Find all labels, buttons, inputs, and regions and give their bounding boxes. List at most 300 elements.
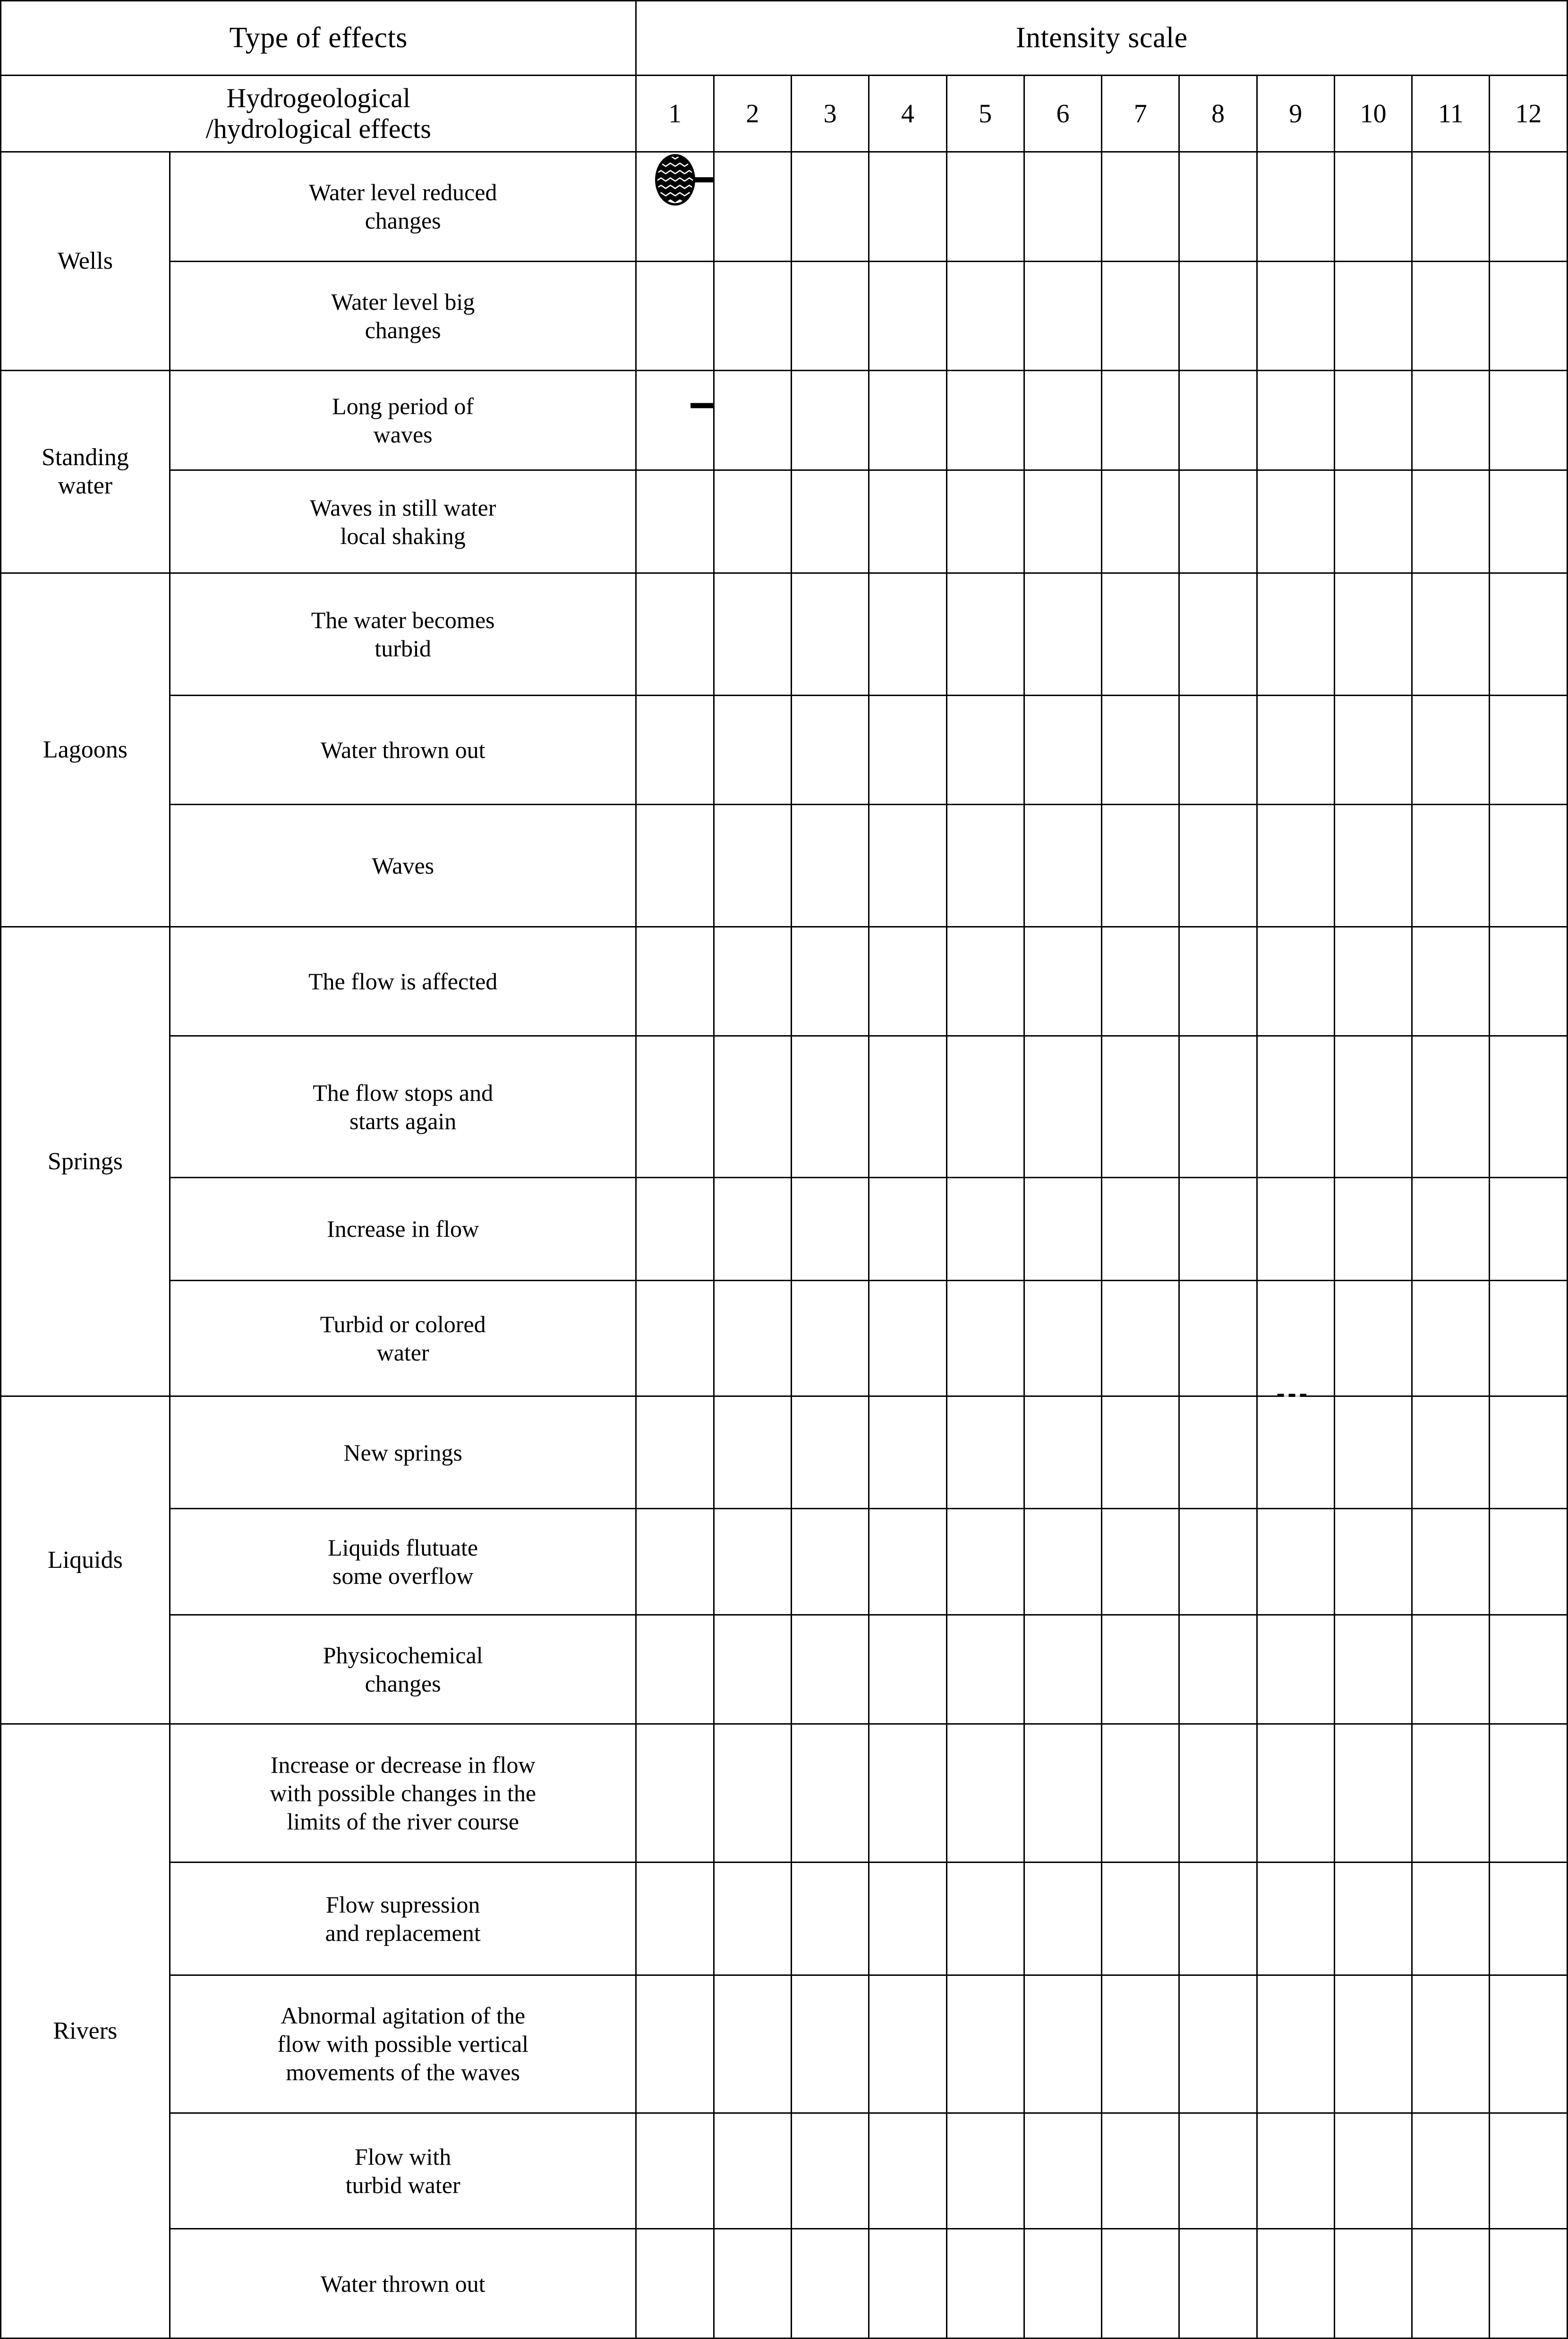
scale-column-7: 7 [1102,76,1179,152]
scale-cell-12 [1490,927,1568,1036]
scale-cell-10 [1334,1975,1412,2113]
effect-label [170,470,636,573]
scale-cell-1 [636,152,714,262]
group-label-springs: Springs [1,927,170,1396]
scale-cell-11 [1412,2113,1490,2229]
table-row [1,2229,1568,2339]
scale-cell-2 [714,1615,791,1724]
scale-cell-12 [1490,695,1568,805]
scale-cell-1 [636,1036,714,1178]
scale-cell-6 [1024,1615,1101,1724]
scale-cell-5 [946,1177,1024,1280]
group-label-rivers: Rivers [1,1724,170,2339]
scale-cell-12 [1490,261,1568,371]
scale-cell-7 [1102,470,1179,573]
scale-cell-9 [1257,1396,1334,1508]
scale-cell-10 [1334,2113,1412,2229]
scale-cell-11 [1412,695,1490,805]
scale-cell-11 [1412,261,1490,371]
effect-label-line1: Waves [372,852,435,879]
effect-label [170,152,636,262]
scale-cell-6 [1024,1863,1101,1975]
scale-cell-2 [714,927,791,1036]
scale-cell-2 [714,805,791,927]
scale-cell-8 [1179,1509,1257,1615]
scale-cell-12 [1490,1863,1568,1975]
scale-cell-8 [1179,1177,1257,1280]
effect-label-line1: Turbid or colored [320,1310,486,1337]
scale-cell-10 [1334,371,1412,470]
scale-column-6: 6 [1024,76,1101,152]
scale-column-8: 8 [1179,76,1257,152]
scale-cell-2 [714,371,791,470]
scale-cell-6 [1024,805,1101,927]
effect-label-line1: Physicochemical [323,1642,483,1669]
effect-label [170,573,636,695]
scale-cell-10 [1334,1280,1412,1396]
scale-cell-9 [1257,1509,1334,1615]
effect-label-line1: Flow with [355,2143,452,2170]
scale-cell-1 [636,1396,714,1508]
scale-cell-4 [869,1509,946,1615]
scale-cell-10 [1334,1509,1412,1615]
scale-cell-6 [1024,1509,1101,1615]
table-row [1,927,1568,1036]
scale-cell-1 [636,1975,714,2113]
scale-cell-9 [1257,261,1334,371]
scale-cell-6 [1024,470,1101,573]
scale-cell-11 [1412,1396,1490,1508]
scale-cell-6 [1024,1396,1101,1508]
scale-cell-4 [869,261,946,371]
table-row [1,1975,1568,2113]
scale-cell-11 [1412,152,1490,262]
scale-cell-10 [1334,1396,1412,1508]
table-row [1,573,1568,695]
scale-cell-4 [869,695,946,805]
group-label-line2: water [58,472,113,499]
scale-cell-5 [946,261,1024,371]
scale-cell-9 [1257,573,1334,695]
scale-cell-2 [714,2229,791,2339]
effect-label-line2: turbid [375,635,431,662]
header-effects-subtitle-line1: Hydrogeological [226,82,411,113]
scale-cell-12 [1490,1280,1568,1396]
scale-cell-8 [1179,1724,1257,1863]
scale-cell-6 [1024,573,1101,695]
effect-label-line1: The flow is affected [308,968,498,995]
scale-cell-8 [1179,805,1257,927]
scale-cell-4 [869,152,946,262]
scale-cell-2 [714,152,791,262]
scale-cell-8 [1179,152,1257,262]
header-effects-subtitle [1,76,636,152]
scale-cell-6 [1024,1280,1101,1396]
effect-label-line3: limits of the river course [287,1808,519,1835]
scale-cell-2 [714,470,791,573]
scale-cell-3 [792,927,869,1036]
effect-label [170,2229,636,2339]
scale-cell-7 [1102,1863,1179,1975]
scale-cell-11 [1412,1615,1490,1724]
matrix-body [1,152,1568,2339]
scale-cell-11 [1412,1036,1490,1178]
effect-label-line1: Water level big [331,288,475,315]
scale-cell-5 [946,1509,1024,1615]
scale-cell-4 [869,1975,946,2113]
scale-cell-10 [1334,1724,1412,1863]
effect-label-line1: Liquids flutuate [328,1534,478,1561]
scale-cell-5 [946,927,1024,1036]
wavy-circle-icon [656,152,694,204]
scale-cell-1 [636,927,714,1036]
scale-cell-9 [1257,1863,1334,1975]
scale-cell-2 [714,1280,791,1396]
scale-cell-9 [1257,1280,1334,1396]
scale-cell-5 [946,1280,1024,1396]
effect-label [170,1509,636,1615]
effect-label-line1: Water level reduced [308,179,497,206]
scale-cell-12 [1490,1975,1568,2113]
scale-cell-5 [946,1615,1024,1724]
scale-cell-8 [1179,2229,1257,2339]
scale-cell-2 [714,1509,791,1615]
effect-label [170,1396,636,1508]
scale-cell-3 [792,1280,869,1396]
scale-cell-1 [636,371,714,470]
scale-cell-1 [636,1615,714,1724]
table-row [1,152,1568,262]
effect-label [170,1615,636,1724]
scale-cell-7 [1102,1509,1179,1615]
scale-cell-3 [792,470,869,573]
effect-label [170,1863,636,1975]
table-row [1,371,1568,470]
scale-cell-3 [792,2113,869,2229]
scale-cell-9 [1257,1036,1334,1178]
effect-label-line1: The water becomes [311,606,495,633]
scale-cell-5 [946,695,1024,805]
effect-label-line1: Abnormal agitation of the [281,2002,526,2029]
scale-cell-11 [1412,470,1490,573]
scale-cell-11 [1412,573,1490,695]
scale-cell-9 [1257,1615,1334,1724]
scale-cell-5 [946,805,1024,927]
scale-cell-7 [1102,371,1179,470]
scale-cell-12 [1490,1177,1568,1280]
scale-cell-11 [1412,805,1490,927]
scale-cell-8 [1179,1036,1257,1178]
scale-cell-9 [1257,2113,1334,2229]
scale-cell-12 [1490,2113,1568,2229]
scale-cell-7 [1102,1975,1179,2113]
scale-cell-5 [946,1724,1024,1863]
scale-cell-11 [1412,1509,1490,1615]
table-row [1,695,1568,805]
scale-cell-7 [1102,261,1179,371]
effect-label [170,805,636,927]
scale-cell-11 [1412,1177,1490,1280]
effect-label-line2: and replacement [325,1919,481,1946]
effect-label [170,1036,636,1178]
scale-cell-6 [1024,1724,1101,1863]
scale-cell-11 [1412,1724,1490,1863]
scale-cell-3 [792,261,869,371]
scale-cell-11 [1412,371,1490,470]
scale-cell-3 [792,1724,869,1863]
scale-cell-2 [714,1724,791,1863]
scale-cell-4 [869,1396,946,1508]
scale-cell-7 [1102,1724,1179,1863]
scale-cell-6 [1024,152,1101,262]
scale-cell-6 [1024,1975,1101,2113]
scale-cell-3 [792,1615,869,1724]
scale-cell-2 [714,573,791,695]
scale-cell-5 [946,371,1024,470]
group-label-lagoons: Lagoons [1,573,170,927]
scale-cell-6 [1024,1036,1101,1178]
scale-cell-10 [1334,152,1412,262]
scale-cell-5 [946,1975,1024,2113]
scale-cell-6 [1024,2113,1101,2229]
effect-label [170,261,636,371]
scale-cell-8 [1179,261,1257,371]
scale-cell-7 [1102,927,1179,1036]
scale-cell-12 [1490,152,1568,262]
effect-label-line2: water [376,1339,429,1366]
scale-cell-4 [869,1036,946,1178]
effect-label-line2: some overflow [332,1563,474,1590]
scale-cell-10 [1334,805,1412,927]
effect-label-line1: New springs [343,1439,462,1466]
scale-cell-3 [792,152,869,262]
effect-label-line2: flow with possible vertical [277,2031,529,2058]
scale-cell-4 [869,1863,946,1975]
scale-cell-5 [946,573,1024,695]
effect-label-line1: Water thrown out [320,736,486,763]
scale-cell-10 [1334,1036,1412,1178]
effect-label [170,1280,636,1396]
scale-cell-8 [1179,2113,1257,2229]
effect-label [170,1975,636,2113]
scale-cell-8 [1179,927,1257,1036]
group-label-liquids: Liquids [1,1396,170,1724]
effect-label-line2: turbid water [345,2172,460,2199]
scale-cell-2 [714,1396,791,1508]
scale-column-9: 9 [1257,76,1334,152]
effect-label [170,695,636,805]
scale-cell-4 [869,1724,946,1863]
table-row [1,1724,1568,1863]
scale-cell-3 [792,1863,869,1975]
scale-cell-1 [636,1863,714,1975]
scale-cell-12 [1490,1396,1568,1508]
scale-cell-2 [714,1177,791,1280]
scale-cell-6 [1024,261,1101,371]
scale-cell-12 [1490,371,1568,470]
scale-cell-4 [869,573,946,695]
scale-cell-4 [869,1615,946,1724]
scale-cell-7 [1102,573,1179,695]
scale-cell-4 [869,805,946,927]
header-intensity-scale: Intensity scale [636,1,1568,76]
scale-cell-12 [1490,573,1568,695]
group-label-wells: Wells [1,152,170,371]
effect-label-line1: Long period of [332,393,474,420]
scale-cell-7 [1102,1615,1179,1724]
scale-cell-9 [1257,2229,1334,2339]
scale-cell-12 [1490,1615,1568,1724]
effect-label-line3: movements of the waves [286,2059,520,2086]
scale-cell-10 [1334,695,1412,805]
scale-cell-11 [1412,1863,1490,1975]
scale-cell-8 [1179,1975,1257,2113]
scale-cell-3 [792,371,869,470]
table-row [1,2113,1568,2229]
scale-cell-8 [1179,1280,1257,1396]
scale-cell-1 [636,805,714,927]
scale-cell-8 [1179,573,1257,695]
effect-label [170,1724,636,1863]
scale-cell-1 [636,261,714,371]
table-row [1,1615,1568,1724]
scale-cell-6 [1024,927,1101,1036]
header-type-of-effects: Type of effects [1,1,636,76]
scale-cell-1 [636,1177,714,1280]
scale-cell-9 [1257,1724,1334,1863]
scale-cell-5 [946,1863,1024,1975]
effect-label-line2: starts again [349,1107,457,1134]
scale-cell-3 [792,1975,869,2113]
scale-cell-10 [1334,470,1412,573]
effect-label [170,2113,636,2229]
scale-cell-6 [1024,695,1101,805]
scale-cell-2 [714,1975,791,2113]
scale-cell-10 [1334,2229,1412,2339]
scale-cell-5 [946,470,1024,573]
scale-cell-12 [1490,1509,1568,1615]
scale-cell-5 [946,1036,1024,1178]
scale-cell-11 [1412,1280,1490,1396]
scale-cell-3 [792,805,869,927]
scale-cell-12 [1490,1724,1568,1863]
scale-cell-3 [792,573,869,695]
scale-cell-2 [714,1863,791,1975]
scale-cell-8 [1179,1396,1257,1508]
scale-cell-9 [1257,805,1334,927]
scale-cell-8 [1179,695,1257,805]
effect-label-line1: Flow supression [325,1891,480,1918]
scale-cell-7 [1102,2229,1179,2339]
scale-cell-6 [1024,2229,1101,2339]
scale-cell-10 [1334,927,1412,1036]
table-row [1,1509,1568,1615]
table-row [1,261,1568,371]
scale-cell-4 [869,1280,946,1396]
scale-cell-9 [1257,1177,1334,1280]
scale-cell-5 [946,2229,1024,2339]
scale-cell-4 [869,470,946,573]
scale-cell-8 [1179,470,1257,573]
effect-label-line2: local shaking [340,522,466,549]
effect-label-line1: Waves in still water [309,494,496,521]
scale-cell-7 [1102,1396,1179,1508]
scale-cell-4 [869,1177,946,1280]
scale-column-10: 10 [1334,76,1412,152]
scale-cell-6 [1024,371,1101,470]
effect-label-line2: waves [373,421,433,448]
scale-cell-9 [1257,470,1334,573]
scale-cell-6 [1024,1177,1101,1280]
scale-cell-4 [869,2113,946,2229]
scale-cell-2 [714,261,791,371]
scale-cell-2 [714,2113,791,2229]
scale-cell-8 [1179,371,1257,470]
scale-cell-10 [1334,1177,1412,1280]
scale-cell-1 [636,2113,714,2229]
header-row-columns [1,76,1568,152]
table-row [1,805,1568,927]
group-label-standing-water [1,371,170,573]
scale-cell-1 [636,470,714,573]
scale-cell-11 [1412,1975,1490,2113]
scale-cell-7 [1102,2113,1179,2229]
scale-cell-5 [946,152,1024,262]
scale-cell-12 [1490,2229,1568,2339]
effect-label-line1: Water thrown out [320,2270,486,2297]
scale-cell-10 [1334,261,1412,371]
scale-cell-4 [869,2229,946,2339]
scale-cell-4 [869,371,946,470]
scale-cell-3 [792,1177,869,1280]
header-row-titles [1,1,1568,76]
scale-cell-12 [1490,1036,1568,1178]
scale-cell-9 [1257,152,1334,262]
scale-column-4: 4 [869,76,946,152]
scale-column-5: 5 [946,76,1024,152]
scale-cell-5 [946,2113,1024,2229]
scale-cell-12 [1490,470,1568,573]
scale-cell-9 [1257,695,1334,805]
effect-label-line2: changes [365,316,441,343]
scale-cell-7 [1102,1177,1179,1280]
scale-cell-1 [636,1280,714,1396]
table-row [1,1863,1568,1975]
scale-cell-9 [1257,1975,1334,2113]
scale-cell-11 [1412,2229,1490,2339]
scale-cell-3 [792,1396,869,1508]
scale-column-12: 12 [1490,76,1568,152]
scale-cell-1 [636,1724,714,1863]
effect-label-line2: changes [365,207,441,234]
scale-cell-10 [1334,573,1412,695]
effect-label-line2: with possible changes in the [270,1780,537,1807]
scale-cell-7 [1102,805,1179,927]
scale-cell-3 [792,1509,869,1615]
scale-cell-8 [1179,1615,1257,1724]
scale-column-11: 11 [1412,76,1490,152]
table-row [1,1036,1568,1178]
scale-cell-1 [636,2229,714,2339]
header-effects-subtitle-line2: /hydrological effects [205,113,431,144]
scale-column-1: 1 [636,76,714,152]
scale-cell-3 [792,1036,869,1178]
table-row [1,1396,1568,1508]
scale-cell-3 [792,2229,869,2339]
scale-cell-5 [946,1396,1024,1508]
scale-cell-10 [1334,1615,1412,1724]
scale-cell-8 [1179,1863,1257,1975]
